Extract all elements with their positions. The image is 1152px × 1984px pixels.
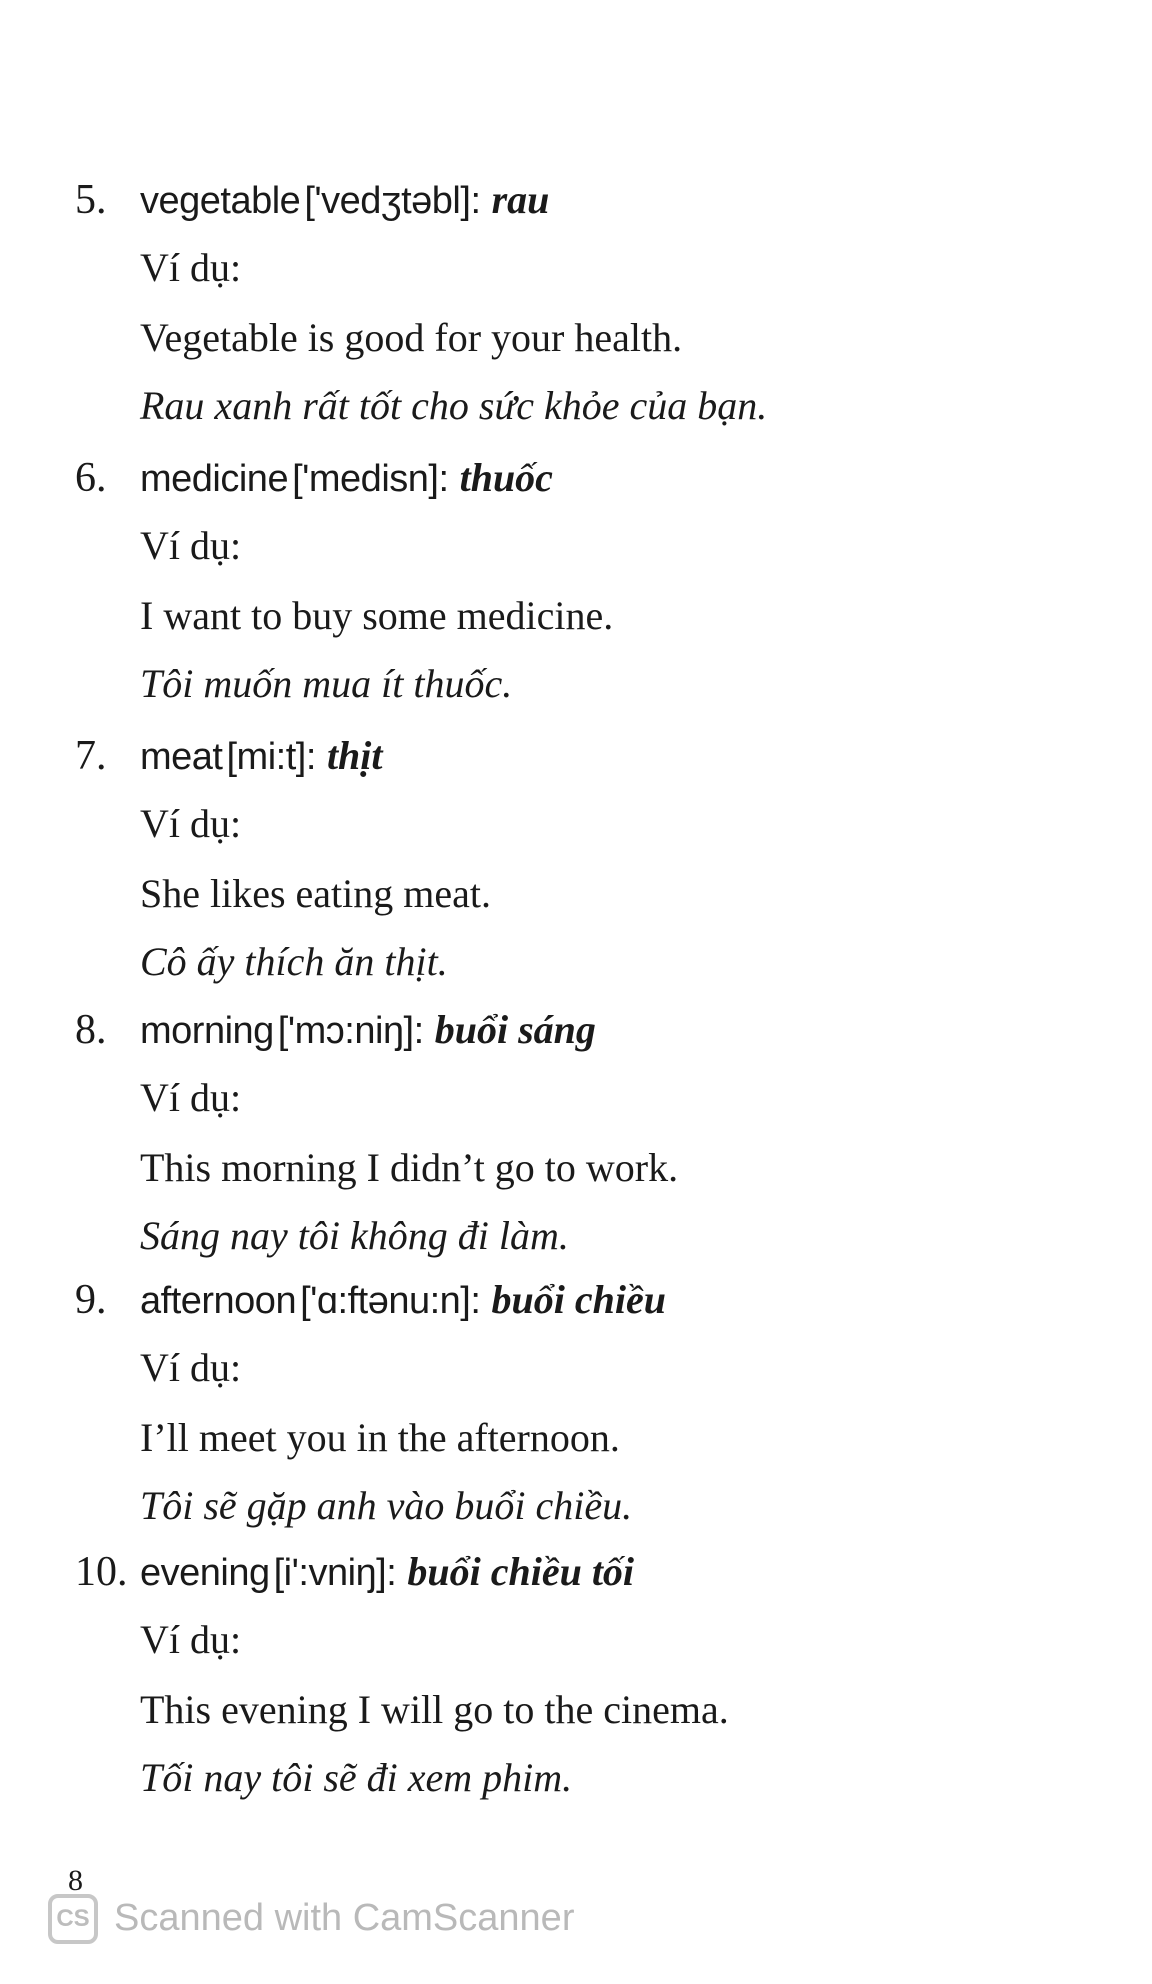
entry-meaning: thuốc (459, 455, 553, 500)
entry-word: medicine (140, 458, 289, 500)
example-english: I want to buy some medicine. (140, 593, 614, 638)
entry-number: 10. (75, 1549, 128, 1595)
example-vietnamese: Tôi muốn mua ít thuốc. (140, 661, 513, 706)
entry-number: 9. (75, 1277, 107, 1323)
entry-number: 6. (75, 455, 107, 501)
camscanner-logo-icon: CS (48, 1894, 98, 1944)
entry-ipa: ['ɑ:ftənu:n] (300, 1280, 471, 1322)
entry-headline: meat [mi:t]: thịt (140, 733, 383, 778)
entry-ipa: [i':vniŋ] (273, 1552, 387, 1594)
example-vietnamese: Sáng nay tôi không đi làm. (140, 1213, 569, 1258)
entry-meaning: buổi sáng (434, 1007, 596, 1052)
entry-headline: morning ['mɔ:niŋ]: buổi sáng (140, 1007, 596, 1052)
entry-ipa: ['mɔ:niŋ] (277, 1010, 414, 1052)
entry-meaning: rau (491, 177, 550, 222)
entry-headline: medicine ['medisn]: thuốc (140, 455, 553, 500)
entry-meaning: buổi chiều tối (407, 1549, 635, 1594)
example-label: Ví dụ: (140, 801, 242, 846)
example-label: Ví dụ: (140, 523, 242, 568)
example-vietnamese: Rau xanh rất tốt cho sức khỏe của bạn. (140, 383, 768, 428)
entry-word: evening (140, 1552, 270, 1594)
example-label: Ví dụ: (140, 1075, 242, 1120)
example-english: I’ll meet you in the afternoon. (140, 1415, 620, 1460)
example-label: Ví dụ: (140, 245, 242, 290)
example-english: This evening I will go to the cinema. (140, 1687, 729, 1732)
entry-meaning: buổi chiều (491, 1277, 666, 1322)
entry-number: 7. (75, 733, 107, 779)
example-english: This morning I didn’t go to work. (140, 1145, 679, 1190)
entry-headline: vegetable ['vedʒtəbl]: rau (140, 177, 550, 222)
entry-headline: afternoon ['ɑ:ftənu:n]: buổi chiều (140, 1277, 666, 1322)
example-english: She likes eating meat. (140, 871, 492, 916)
entry-meaning: thịt (326, 733, 383, 778)
entry-headline: evening [i':vniŋ]: buổi chiều tối (140, 1549, 635, 1594)
entry-ipa: ['vedʒtəbl] (304, 180, 471, 222)
entry-word: vegetable (140, 180, 301, 222)
example-vietnamese: Tôi sẽ gặp anh vào buổi chiều. (140, 1483, 633, 1528)
example-label: Ví dụ: (140, 1345, 242, 1390)
entry-word: morning (140, 1010, 274, 1052)
example-vietnamese: Tối nay tôi sẽ đi xem phim. (140, 1755, 573, 1800)
example-label: Ví dụ: (140, 1617, 242, 1662)
entry-number: 8. (75, 1007, 107, 1053)
camscanner-watermark (48, 1888, 668, 1952)
entry-word: meat (140, 736, 223, 778)
watermark-text: Scanned with CamScanner (114, 1897, 575, 1939)
entry-number: 5. (75, 177, 107, 223)
example-english: Vegetable is good for your health. (140, 315, 683, 360)
entry-ipa: ['medisn] (292, 458, 439, 500)
entry-word: afternoon (140, 1280, 297, 1322)
example-vietnamese: Cô ấy thích ăn thịt. (140, 939, 448, 984)
entry-ipa: [mi:t] (226, 736, 306, 778)
page-number: 8 (68, 1864, 83, 1897)
